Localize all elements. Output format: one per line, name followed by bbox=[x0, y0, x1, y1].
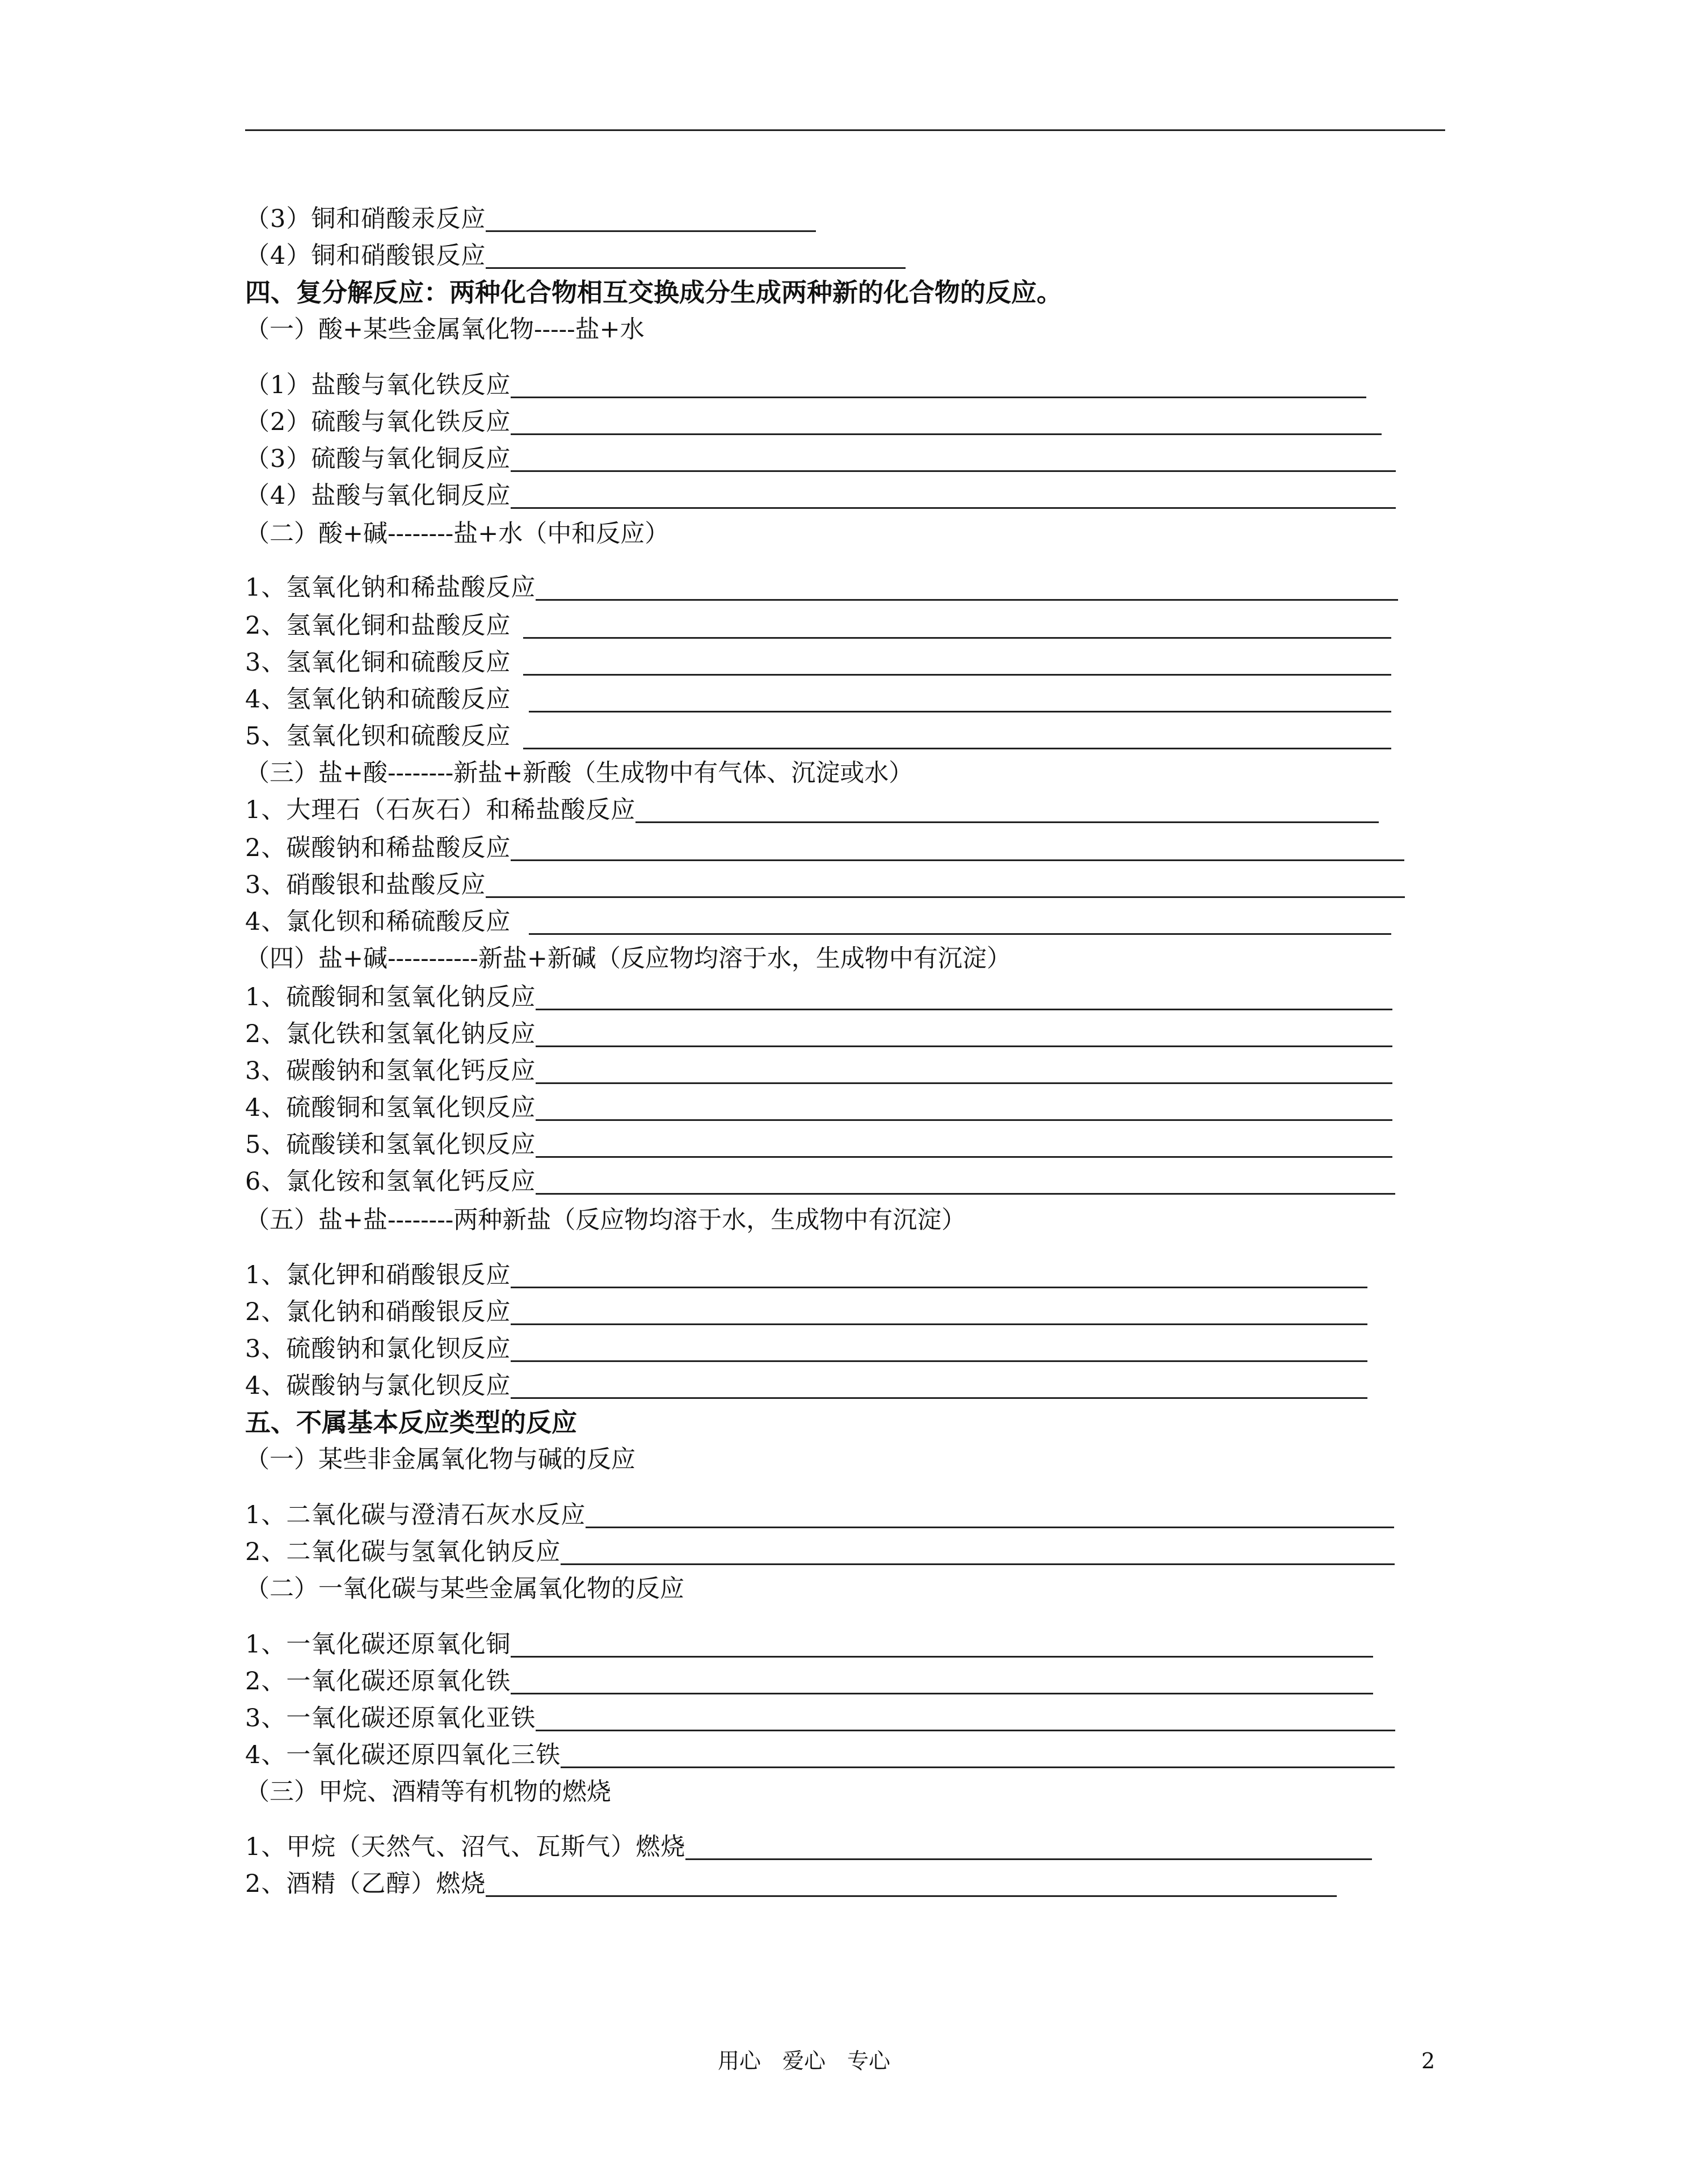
answer-blank[interactable] bbox=[511, 433, 1382, 435]
exercise-line bbox=[245, 368, 1366, 403]
exercise-label: （2）硫酸与氧化铁反应 bbox=[245, 408, 511, 436]
exercise-line bbox=[245, 1829, 1372, 1865]
exercise-line bbox=[245, 238, 906, 273]
answer-blank[interactable] bbox=[561, 1563, 1395, 1565]
exercise-label: （3）铜和硝酸汞反应 bbox=[245, 205, 486, 233]
exercise-line bbox=[245, 1534, 1395, 1570]
exercise-line bbox=[245, 682, 1391, 717]
exercise-line bbox=[245, 1866, 1337, 1901]
exercise-label: 2、酒精（乙醇）燃烧 bbox=[245, 1870, 486, 1898]
answer-blank[interactable] bbox=[523, 748, 1391, 749]
answer-blank[interactable] bbox=[486, 896, 1405, 898]
exercise-label: 3、碳酸钠和氢氧化钙反应 bbox=[245, 1057, 536, 1085]
subsection-heading bbox=[245, 941, 1011, 976]
exercise-line bbox=[245, 719, 1391, 754]
exercise-label: 1、甲烷（天然气、沼气、瓦斯气）燃烧 bbox=[245, 1833, 686, 1861]
answer-blank[interactable] bbox=[685, 1858, 1372, 1860]
exercise-line bbox=[245, 1331, 1367, 1367]
exercise-label: （1）盐酸与氧化铁反应 bbox=[245, 371, 511, 399]
exercise-label: 3、一氧化碳还原氧化亚铁 bbox=[245, 1704, 536, 1732]
exercise-label: 1、一氧化碳还原氧化铜 bbox=[245, 1630, 511, 1659]
subsection-heading bbox=[245, 516, 669, 551]
exercise-line bbox=[245, 1164, 1395, 1199]
exercise-line bbox=[245, 478, 1396, 513]
exercise-line bbox=[245, 792, 1379, 828]
exercise-label: 1、氢氧化钠和稀盐酸反应 bbox=[245, 574, 536, 602]
subsection-heading bbox=[245, 756, 913, 791]
subsection-text: （三）甲烷、酒精等有机物的燃烧 bbox=[245, 1778, 611, 1806]
exercise-label: 4、氢氧化钠和硫酸反应 bbox=[245, 685, 511, 714]
answer-blank[interactable] bbox=[536, 1009, 1392, 1010]
exercise-line bbox=[245, 867, 1405, 903]
exercise-label: 2、氯化钠和硝酸银反应 bbox=[245, 1298, 511, 1326]
section-heading-text: 四、复分解反应：两种化合物相互交换成分生成两种新的化合物的反应。 bbox=[245, 277, 1063, 307]
footer-motto: 用心 爱心 专心 bbox=[718, 2048, 891, 2073]
exercise-line bbox=[245, 645, 1391, 680]
answer-blank[interactable] bbox=[529, 711, 1391, 712]
exercise-line bbox=[245, 1498, 1394, 1533]
answer-blank[interactable] bbox=[523, 637, 1391, 639]
exercise-label: 1、氯化钾和硝酸银反应 bbox=[245, 1261, 511, 1289]
exercise-label: 3、硫酸钠和氯化钡反应 bbox=[245, 1335, 511, 1363]
subsection-text: （一）某些非金属氧化物与碱的反应 bbox=[245, 1445, 635, 1474]
exercise-line bbox=[245, 980, 1392, 1015]
subsection-heading bbox=[245, 1571, 684, 1607]
section-heading-5 bbox=[245, 1405, 577, 1440]
exercise-line bbox=[245, 570, 1398, 605]
answer-blank[interactable] bbox=[511, 859, 1404, 861]
exercise-label: 1、大理石（石灰石）和稀盐酸反应 bbox=[245, 796, 636, 824]
exercise-label: 4、硫酸铜和氢氧化钡反应 bbox=[245, 1094, 536, 1122]
subsection-text: （三）盐+酸--------新盐+新酸（生成物中有气体、沉淀或水） bbox=[245, 759, 914, 787]
exercise-label: 6、氯化铵和氢氧化钙反应 bbox=[245, 1167, 536, 1196]
exercise-label: 4、一氧化碳还原四氧化三铁 bbox=[245, 1741, 561, 1769]
exercise-line bbox=[245, 904, 1391, 939]
answer-blank[interactable] bbox=[511, 1360, 1367, 1362]
answer-blank[interactable] bbox=[511, 507, 1396, 509]
exercise-label: 3、硝酸银和盐酸反应 bbox=[245, 871, 486, 899]
answer-blank[interactable] bbox=[536, 1045, 1392, 1047]
exercise-line bbox=[245, 1258, 1367, 1293]
answer-blank[interactable] bbox=[561, 1766, 1395, 1768]
exercise-label: （4）盐酸与氧化铜反应 bbox=[245, 482, 511, 510]
exercise-line bbox=[245, 1701, 1395, 1736]
subsection-text: （五）盐+盐--------两种新盐（反应物均溶于水，生成物中有沉淀） bbox=[245, 1206, 966, 1234]
exercise-label: 4、氯化钡和稀硫酸反应 bbox=[245, 908, 511, 936]
exercise-line bbox=[245, 1017, 1392, 1052]
exercise-label: （4）铜和硝酸银反应 bbox=[245, 242, 486, 270]
answer-blank[interactable] bbox=[486, 267, 906, 269]
answer-blank[interactable] bbox=[536, 1730, 1395, 1731]
exercise-label: 3、氢氧化铜和硫酸反应 bbox=[245, 648, 511, 677]
answer-blank[interactable] bbox=[511, 1323, 1367, 1325]
subsection-text: （二）酸+碱--------盐+水（中和反应） bbox=[245, 520, 670, 548]
answer-blank[interactable] bbox=[635, 821, 1379, 823]
subsection-heading bbox=[245, 1203, 966, 1238]
exercise-label: 5、氢氧化钡和硫酸反应 bbox=[245, 722, 511, 751]
subsection-heading bbox=[245, 1774, 611, 1810]
answer-blank[interactable] bbox=[486, 1895, 1337, 1897]
exercise-line bbox=[245, 1368, 1367, 1403]
answer-blank[interactable] bbox=[511, 1397, 1367, 1399]
exercise-label: 2、二氧化碳与氢氧化钠反应 bbox=[245, 1538, 561, 1566]
page-number: 2 bbox=[1421, 2048, 1436, 2073]
exercise-line bbox=[245, 441, 1396, 477]
exercise-line bbox=[245, 1627, 1373, 1662]
exercise-line bbox=[245, 1664, 1373, 1699]
answer-blank[interactable] bbox=[511, 470, 1396, 472]
section-heading-text: 五、不属基本反应类型的反应 bbox=[245, 1407, 578, 1437]
exercise-label: 4、碳酸钠与氯化钡反应 bbox=[245, 1372, 511, 1400]
exercise-label: 5、硫酸镁和氢氧化钡反应 bbox=[245, 1131, 536, 1159]
answer-blank[interactable] bbox=[486, 230, 816, 232]
answer-blank[interactable] bbox=[511, 1287, 1367, 1288]
answer-blank[interactable] bbox=[586, 1527, 1394, 1528]
answer-blank[interactable] bbox=[523, 674, 1391, 676]
exercise-label: （3）硫酸与氧化铜反应 bbox=[245, 445, 511, 473]
answer-blank[interactable] bbox=[536, 599, 1398, 601]
exercise-label: 1、硫酸铜和氢氧化钠反应 bbox=[245, 983, 536, 1011]
exercise-line bbox=[245, 1053, 1392, 1089]
exercise-line bbox=[245, 1738, 1395, 1773]
exercise-line bbox=[245, 1090, 1392, 1125]
subsection-text: （二）一氧化碳与某些金属氧化物的反应 bbox=[245, 1575, 684, 1603]
exercise-line bbox=[245, 404, 1382, 440]
answer-blank[interactable] bbox=[511, 1656, 1373, 1658]
subsection-heading bbox=[245, 312, 645, 347]
answer-blank[interactable] bbox=[536, 1193, 1395, 1195]
subsection-heading bbox=[245, 1442, 635, 1477]
answer-blank[interactable] bbox=[511, 1693, 1373, 1694]
exercise-line bbox=[245, 1295, 1367, 1330]
exercise-label: 2、碳酸钠和稀盐酸反应 bbox=[245, 834, 511, 862]
subsection-text: （四）盐+碱-----------新盐+新碱（反应物均溶于水，生成物中有沉淀） bbox=[245, 945, 1011, 973]
exercise-line bbox=[245, 1127, 1392, 1162]
header-rule bbox=[245, 129, 1445, 131]
exercise-label: 1、二氧化碳与澄清石灰水反应 bbox=[245, 1501, 586, 1529]
exercise-label: 2、氢氧化铜和盐酸反应 bbox=[245, 612, 511, 640]
answer-blank[interactable] bbox=[536, 1156, 1392, 1158]
section-heading-4 bbox=[245, 275, 1062, 310]
exercise-label: 2、一氧化碳还原氧化铁 bbox=[245, 1667, 511, 1696]
subsection-text: （一）酸+某些金属氧化物-----盐+水 bbox=[245, 315, 645, 344]
exercise-line bbox=[245, 608, 1391, 643]
exercise-line bbox=[245, 830, 1404, 866]
answer-blank[interactable] bbox=[536, 1119, 1392, 1121]
answer-blank[interactable] bbox=[529, 933, 1391, 935]
exercise-label: 2、氯化铁和氢氧化钠反应 bbox=[245, 1020, 536, 1048]
exercise-line bbox=[245, 201, 816, 237]
answer-blank[interactable] bbox=[511, 397, 1366, 398]
answer-blank[interactable] bbox=[536, 1082, 1392, 1084]
